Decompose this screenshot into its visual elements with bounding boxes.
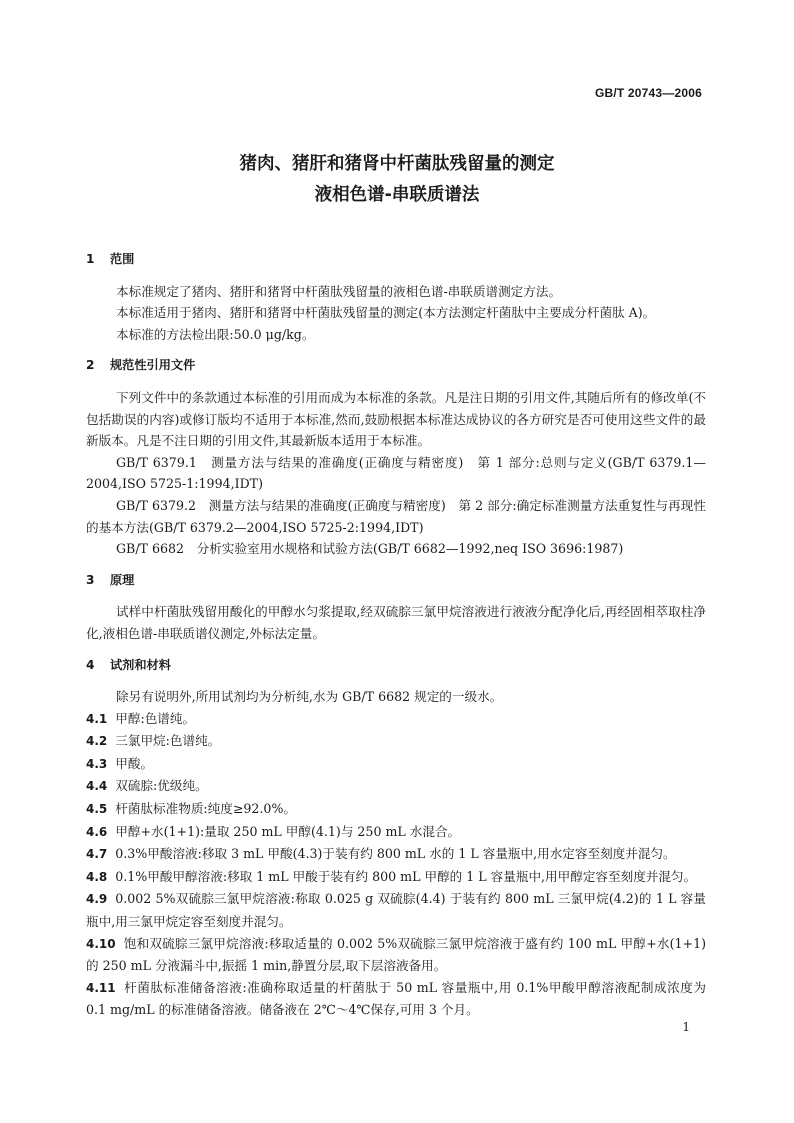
document-title-line2: 液相色谱-串联质谱法 (314, 185, 480, 205)
item-text: 甲酸。 (115, 755, 154, 771)
section-title: 试剂和材料 (110, 657, 171, 672)
item-number: 4.6 (86, 824, 108, 839)
item-number: 4.3 (86, 756, 108, 771)
item-number: 4.7 (86, 847, 108, 862)
section-number: 3 (86, 572, 95, 587)
section-title: 规范性引用文件 (110, 358, 196, 373)
section-title: 范围 (110, 252, 135, 266)
item-text: 0.1%甲酸甲醇溶液:移取 1 mL 甲酸于装有约 800 mL 甲醇的 1 L 容量瓶中,用甲醇定容至刻度并混匀。 (115, 868, 697, 884)
item-text: 0.002 5%双硫腙三氯甲烷溶液:称取 0.025 g 双硫腙(4.4) 于装有约 800 mL 三氯甲烷(4.2)的 1 L 容量瓶中,用三氯甲烷定容至刻度并混匀。 (86, 891, 706, 930)
list-item (86, 843, 706, 866)
item-text: 杆菌肽标准物质:纯度≥92.0%。 (115, 801, 297, 817)
paragraph: 下列文件中的条款通过本标准的引用而成为本标准的条款。凡是注日期的引用文件,其随后所有的修改单(不包括勘误的内容)或修订版均不适用于本标准,然而,鼓励根据本标准达成协议的各方研究是否可使用这些文件的最新版本。凡是不注日期的引用文件,其最新版本适用于本标准。 (86, 389, 706, 449)
list-item (86, 866, 706, 889)
list-item (86, 775, 706, 798)
list-item (86, 798, 706, 821)
paragraph: 本标准规定了猪肉、猪肝和猪肾中杆菌肽残留量的液相色谱-串联质谱测定方法。 (116, 283, 562, 299)
document-body (86, 249, 706, 1021)
section-number: 1 (86, 252, 95, 266)
list-item (86, 821, 706, 844)
paragraph: 试样中杆菌肽残留用酸化的甲醇水匀浆提取,经双硫腙三氯甲烷溶液进行液液分配净化后,再经固相萃取柱净化,液相色谱-串联质谱仪测定,外标法定量。 (86, 604, 706, 641)
reference-item: GB/T 6682 分析实验室用水规格和试验方法(GB/T 6682—1992,neq ISO 3696:1987) (116, 541, 624, 557)
section-number: 4 (86, 657, 95, 672)
section-number: 2 (86, 358, 95, 373)
item-text: 双硫腙:优级纯。 (115, 778, 208, 794)
list-item (86, 933, 706, 977)
section-title: 原理 (110, 572, 135, 587)
standard-code: GB/T 20743—2006 (594, 86, 702, 100)
section-heading-normative-references (86, 355, 706, 377)
page-number: 1 (682, 1020, 690, 1034)
section-heading-reagents (86, 655, 706, 677)
item-text: 饱和双硫腙三氯甲烷溶液:移取适量的 0.002 5%双硫腙三氯甲烷溶液于盛有约 100 mL 甲醇+水(1+1)的 250 mL 分液漏斗中,振摇 1 min,静置分层,取下层溶液备用。 (86, 935, 706, 974)
item-number: 4.2 (86, 734, 108, 749)
item-text: 甲醇:色谱纯。 (115, 710, 196, 726)
item-number: 4.4 (86, 779, 108, 794)
list-item (86, 753, 706, 776)
reference-item: GB/T 6379.2 测量方法与结果的准确度(正确度与精密度) 第 2 部分:确定标准测量方法重复性与再现性的基本方法(GB/T 6379.2—2004,ISO 5725-2:1994,IDT) (86, 497, 706, 535)
paragraph: 本标准的方法检出限:50.0 μg/kg。 (116, 326, 315, 342)
list-item (86, 888, 706, 932)
list-item (86, 730, 706, 753)
item-number: 4.9 (86, 892, 108, 907)
section-heading-scope (86, 249, 706, 271)
item-number: 4.10 (86, 936, 116, 951)
item-number: 4.5 (86, 802, 108, 817)
item-text: 甲醇+水(1+1):量取 250 mL 甲醇(4.1)与 250 mL 水混合。 (115, 823, 461, 839)
item-text: 杆菌肽标准储备溶液:准确称取适量的杆菌肽于 50 mL 容量瓶中,用 0.1%甲酸甲醇溶液配制成浓度为 0.1 mg/mL 的标准储备溶液。储备液在 2℃～4℃保存,可用 3 个月。 (86, 979, 706, 1018)
item-text: 三氯甲烷:色谱纯。 (115, 733, 221, 749)
list-item (86, 708, 706, 731)
list-item (86, 977, 706, 1021)
paragraph: 本标准适用于猪肉、猪肝和猪肾中杆菌肽残留量的测定(本方法测定杆菌肽中主要成分杆菌肽 A)。 (116, 305, 656, 321)
item-number: 4.1 (86, 711, 108, 726)
item-number: 4.8 (86, 869, 108, 884)
reference-item: GB/T 6379.1 测量方法与结果的准确度(正确度与精密度) 第 1 部分:总则与定义(GB/T 6379.1—2004,ISO 5725-1:1994,IDT) (86, 454, 706, 492)
paragraph: 除另有说明外,所用试剂均为分析纯,水为 GB/T 6682 规定的一级水。 (116, 689, 503, 705)
item-text: 0.3%甲酸溶液:移取 3 mL 甲酸(4.3)于装有约 800 mL 水的 1 L 容量瓶中,用水定容至刻度并混匀。 (115, 846, 676, 862)
item-number: 4.11 (86, 980, 116, 995)
section-heading-principle (86, 570, 706, 592)
document-title-line1: 猪肉、猪肝和猪肾中杆菌肽残留量的测定 (239, 154, 555, 174)
